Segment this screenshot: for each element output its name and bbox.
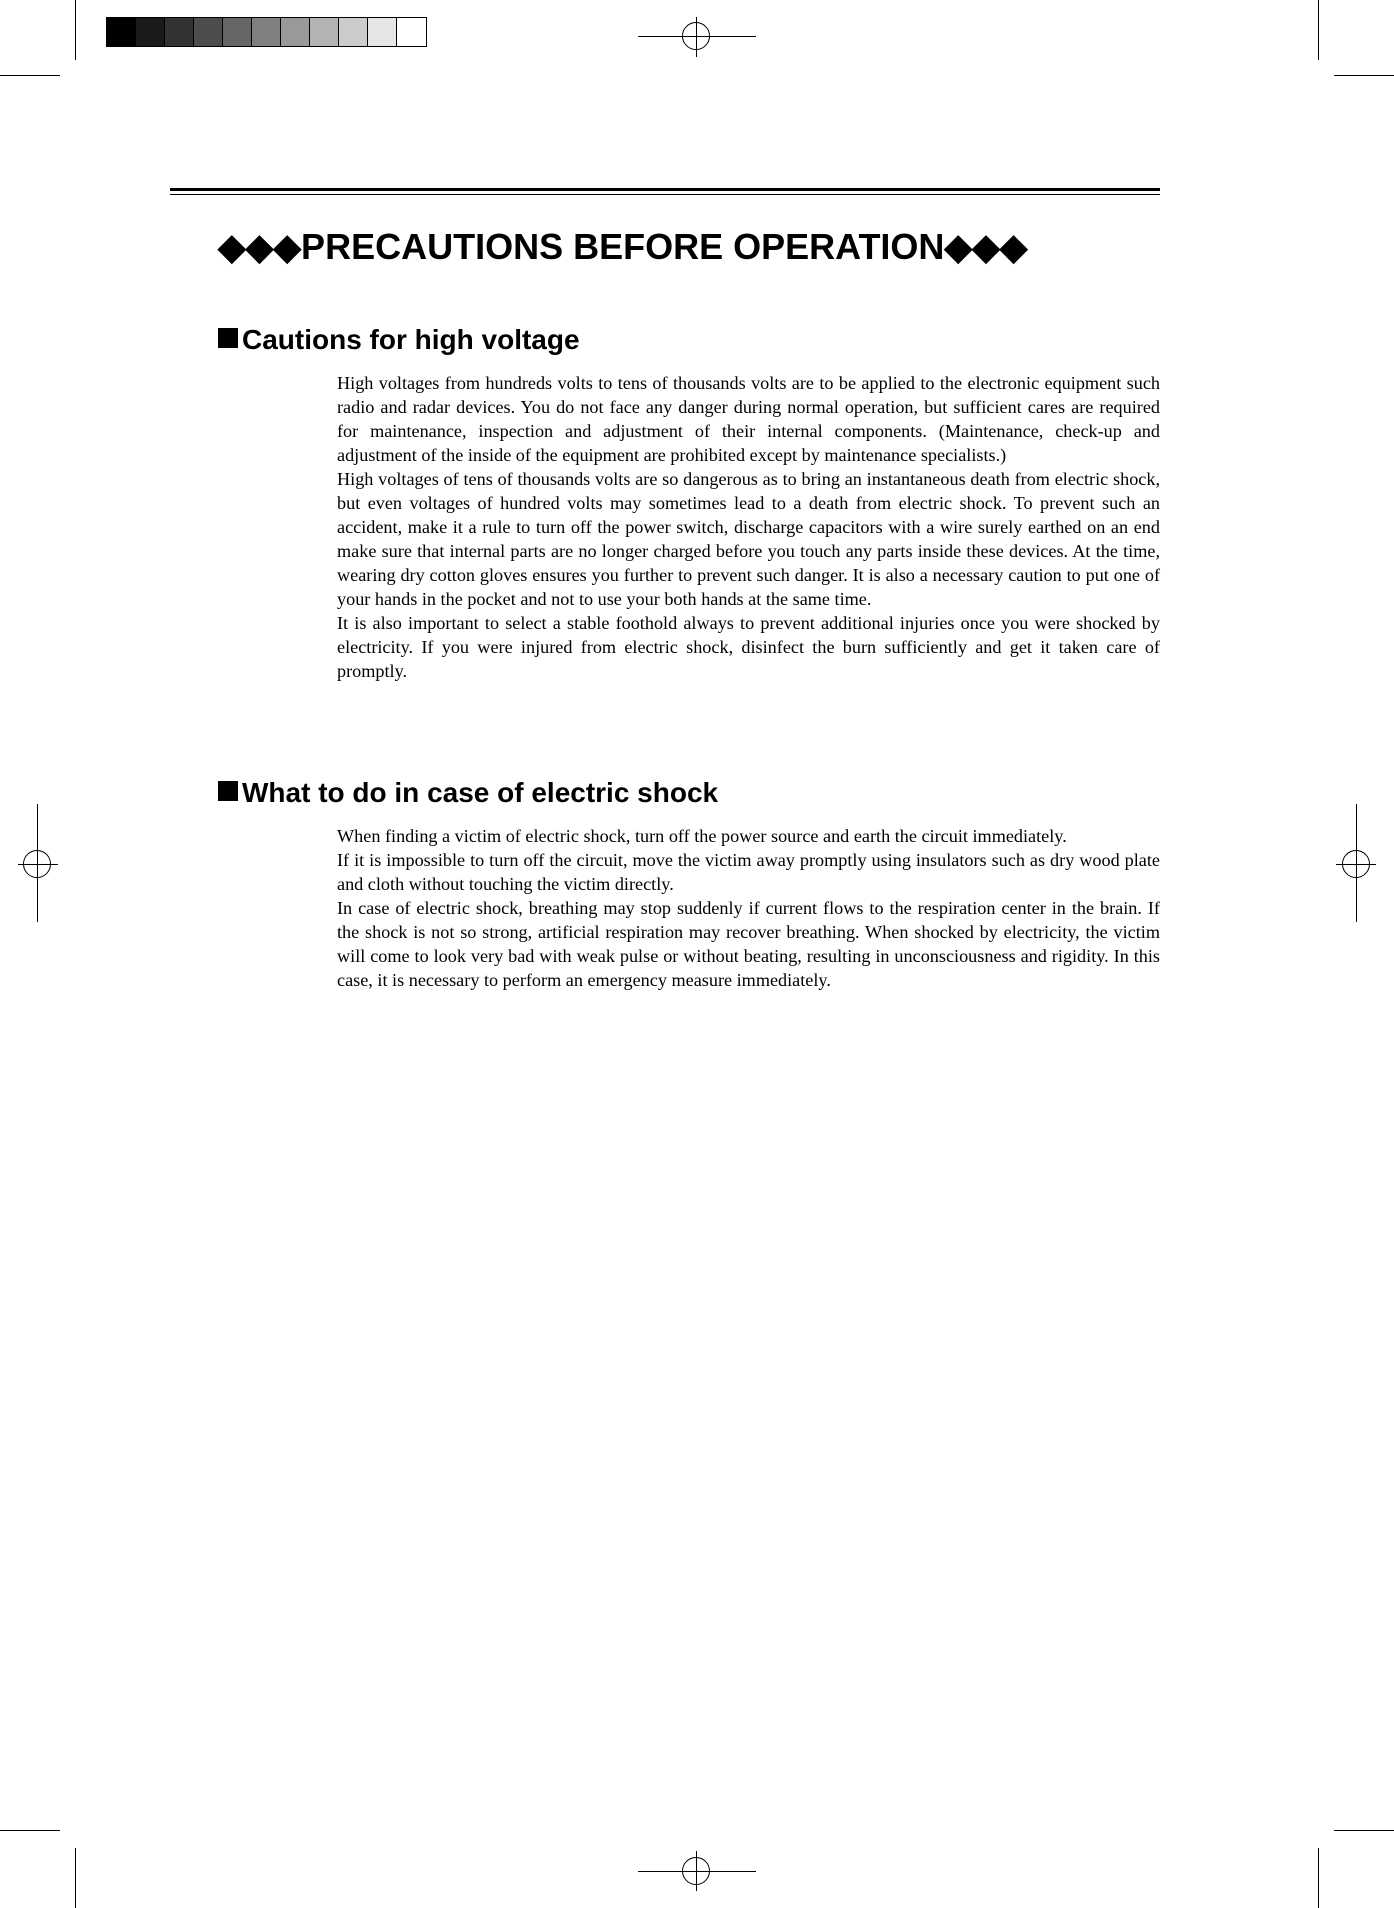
registration-circle <box>682 1857 710 1885</box>
page-title: ◆◆◆PRECAUTIONS BEFORE OPERATION◆◆◆ <box>218 226 1028 267</box>
crop-mark <box>1334 1830 1394 1831</box>
header-rule <box>170 188 1160 191</box>
crop-mark <box>1334 75 1394 76</box>
registration-circle <box>1342 850 1370 878</box>
gray-swatch <box>310 18 339 46</box>
crop-mark <box>0 1830 60 1831</box>
gray-swatch <box>136 18 165 46</box>
crop-mark <box>0 75 60 76</box>
crop-mark <box>1318 0 1319 60</box>
gray-swatch <box>281 18 310 46</box>
gray-swatch <box>368 18 397 46</box>
paragraph: In case of electric shock, breathing may stop suddenly if current flows to the respiration center in the brain. If the shock is not so strong, artificial respiration may recover breathing. When shocked by electricity, the victim will come to look very bad with weak pulse or without beating, resulting in unconsciousness and rigidity. In this case, it is necessary to perform an emergency measure immediately. <box>337 898 1160 990</box>
paragraph: If it is impossible to turn off the circuit, move the victim away promptly using insulators such as dry wood plate and cloth without touching the victim directly. <box>337 850 1160 894</box>
square-bullet-icon <box>218 781 238 801</box>
crop-mark <box>75 1848 76 1908</box>
section-body <box>337 824 1160 992</box>
gray-swatch <box>165 18 194 46</box>
crop-mark <box>75 0 76 60</box>
section-heading <box>218 324 580 356</box>
paragraph: When finding a victim of electric shock, turn off the power source and earth the circuit immediately. <box>337 826 1067 846</box>
crop-mark <box>1318 1848 1319 1908</box>
gray-swatch <box>194 18 223 46</box>
square-bullet-icon <box>218 328 238 348</box>
header-rule <box>170 194 1160 195</box>
paragraph: High voltages of tens of thousands volts are so dangerous as to bring an instantaneous death from electric shock, but even voltages of hundred volts may sometimes lead to a death from electric shock. To prevent such an accident, make it a rule to turn off the power switch, discharge capacitors with a wire surely earthed on an end make sure that internal parts are no longer charged before you touch any parts inside these devices. At the time, wearing dry cotton gloves ensures you further to prevent such danger. It is also a necessary caution to put one of your hands in the pocket and not to use your both hands at the same time. <box>337 469 1160 609</box>
gray-swatch <box>223 18 252 46</box>
gray-swatch <box>252 18 281 46</box>
paragraph: High voltages from hundreds volts to tens of thousands volts are to be applied to the electronic equipment such radio and radar devices. You do not face any danger during normal operation, but sufficient cares are required for maintenance, inspection and adjustment of their internal components. (Maintenance, check-up and adjustment of the inside of the equipment are prohibited except by maintenance specialists.) <box>337 373 1160 465</box>
gray-swatch <box>339 18 368 46</box>
grayscale-calibration-strip <box>106 17 427 47</box>
registration-circle <box>23 850 51 878</box>
section-body <box>337 371 1160 683</box>
section-heading-text: What to do in case of electric shock <box>242 777 719 808</box>
paragraph: It is also important to select a stable foothold always to prevent additional injuries once you were shocked by electricity. If you were injured from electric shock, disinfect the burn sufficiently and get it taken care of promptly. <box>337 613 1160 681</box>
section-heading-text: Cautions for high voltage <box>242 324 580 355</box>
gray-swatch <box>397 18 426 46</box>
gray-swatch <box>107 18 136 46</box>
section-heading <box>218 777 718 809</box>
registration-circle <box>682 22 710 50</box>
